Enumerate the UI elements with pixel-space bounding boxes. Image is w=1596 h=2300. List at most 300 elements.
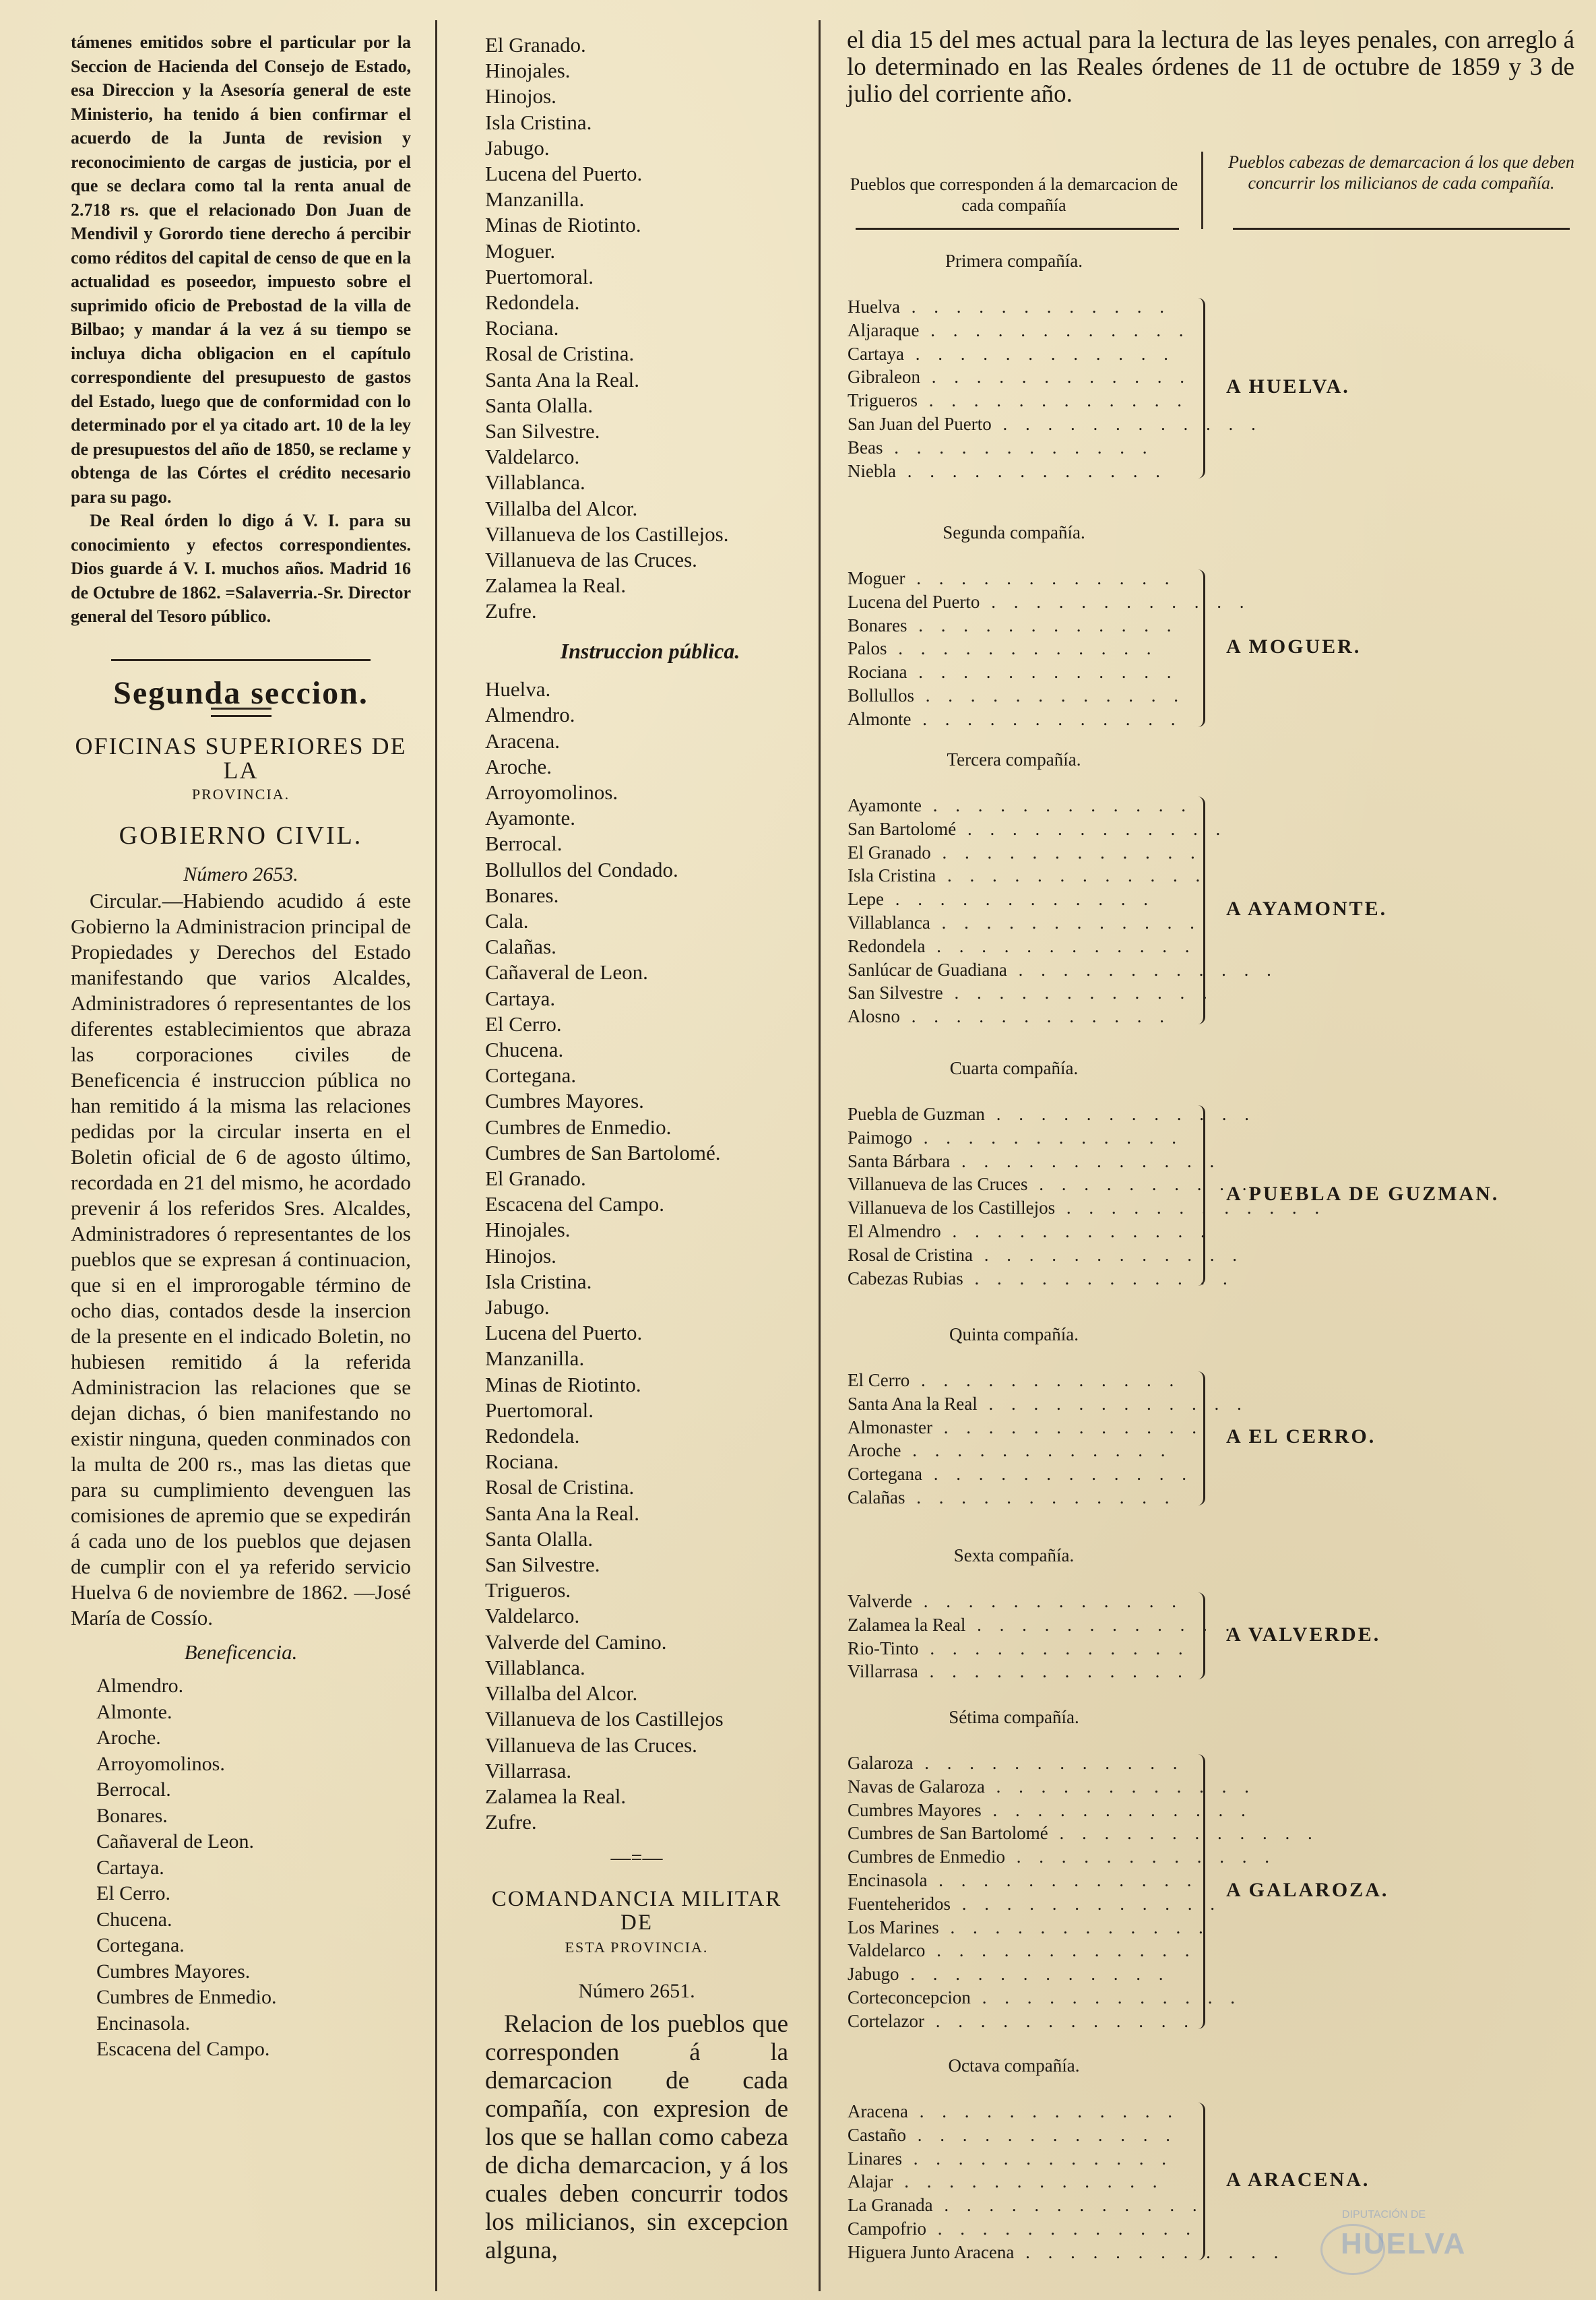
leader-dots: . . . . . . . . . . . . xyxy=(991,413,1263,434)
leader-dots: . . . . . . . . . . . . xyxy=(956,818,1227,839)
leader-dots: . . . . . . . . . . . . xyxy=(922,1464,1193,1485)
towns-list-top xyxy=(485,32,788,625)
town-name: Galaroza xyxy=(848,1753,914,1773)
list-item: Hinojales. xyxy=(485,59,571,83)
town-item xyxy=(848,460,1184,483)
leader-dots: . . . . . . . . . . . . xyxy=(911,708,1182,729)
town-name: Almonaster xyxy=(848,1417,932,1437)
town-item xyxy=(848,1939,1196,1962)
list-item: San Silvestre. xyxy=(485,1553,600,1577)
leader-dots: . . . . . . . . . . . . xyxy=(901,2148,1173,2169)
comandancia-title: COMANDANCIA MILITAR DE xyxy=(491,1886,782,1935)
town-item xyxy=(848,637,1184,660)
town-name: Alajar xyxy=(848,2171,893,2192)
town-name: Cortegana xyxy=(848,1464,922,1485)
town-item xyxy=(848,1845,1276,1869)
town-item xyxy=(848,958,1278,982)
list-item: Cumbres de Enmedio. xyxy=(96,1986,277,2008)
town-item xyxy=(848,1486,1184,1510)
instruccion-list xyxy=(485,677,788,1835)
list-item: Jabugo. xyxy=(485,1295,550,1319)
leader-dots: . . . . . . . . . . . . xyxy=(883,889,1155,910)
list-item: Zufre. xyxy=(485,1810,537,1834)
list-item: Villanueva de los Castillejos. xyxy=(485,522,729,546)
town-item xyxy=(848,1392,1248,1416)
demarcation-head: A PUEBLA DE GUZMAN. xyxy=(1226,1183,1500,1206)
town-item xyxy=(848,389,1189,412)
table-head-left: Pueblos que corresponden á la demarcacion de cada compañía xyxy=(850,175,1178,215)
list-item: Zalamea la Real. xyxy=(485,1784,627,1808)
town-name: San Silvestre xyxy=(848,983,943,1003)
leader-dots: . . . . . . . . . . . . xyxy=(981,1799,1252,1820)
leader-dots: . . . . . . . . . . . . xyxy=(924,2010,1195,2031)
town-item xyxy=(848,1220,1212,1243)
town-name: Cartaya xyxy=(848,343,904,364)
intro-paragraph: el dia 15 del mes actual para la lectura de las leyes penales, con arreglo á lo determinado en las Reales órdenes de 11 de octubre de 1859 y 3 de julio del corriente año. xyxy=(847,26,1574,108)
town-name: Zalamea la Real xyxy=(848,1614,966,1635)
town-item xyxy=(848,1243,1244,1267)
leader-dots: . . . . . . . . . . . . xyxy=(970,1987,1242,2008)
town-item xyxy=(848,1613,1237,1637)
list-item: Bonares. xyxy=(96,1804,168,1827)
list-item: Aroche. xyxy=(96,1727,161,1749)
offices-subtitle: PROVINCIA. xyxy=(191,786,290,803)
list-item: Encinasola. xyxy=(96,2012,191,2034)
list-item: Lucena del Puerto. xyxy=(485,1321,643,1345)
company-name: Cuarta compañía. xyxy=(949,1058,1079,1078)
list-item: Cumbres Mayores. xyxy=(485,1089,644,1113)
list-item: Huelva. xyxy=(485,677,551,702)
company-name: Tercera compañía. xyxy=(947,749,1081,770)
list-item: Ayamonte. xyxy=(485,806,576,830)
town-item xyxy=(848,567,1184,590)
town-name: El Almendro xyxy=(848,1220,941,1241)
town-item xyxy=(848,935,1196,958)
town-name: Bonares xyxy=(848,615,907,635)
list-item: Hinojos. xyxy=(485,84,556,108)
leader-dots: . . . . . . . . . . . . xyxy=(1048,1823,1319,1844)
brace xyxy=(1198,797,1205,1024)
town-item xyxy=(848,888,1184,911)
list-item: Escacena del Campo. xyxy=(96,2038,270,2060)
list-item: Escacena del Campo. xyxy=(485,1192,664,1216)
town-item xyxy=(848,412,1263,436)
demarcation-head: A GALAROZA. xyxy=(1226,1878,1389,1901)
town-name: San Bartolomé xyxy=(848,818,957,839)
list-item: Puertomoral. xyxy=(485,264,594,288)
leader-dots: . . . . . . . . . . . . xyxy=(901,1440,1172,1461)
leader-dots: . . . . . . . . . . . . xyxy=(927,1869,1199,1890)
list-item: Redondela. xyxy=(485,290,580,315)
company-name: Sexta compañía. xyxy=(953,1545,1075,1565)
town-item xyxy=(848,2241,1285,2264)
town-name: Lepe xyxy=(848,889,884,910)
leader-dots: . . . . . . . . . . . . xyxy=(936,865,1207,886)
town-item xyxy=(848,1196,1327,1220)
list-item: Berrocal. xyxy=(485,832,563,856)
list-item: Minas de Riotinto. xyxy=(485,213,641,237)
list-item: Cortegana. xyxy=(96,1934,185,1956)
town-name: Puebla de Guzman xyxy=(848,1104,985,1124)
company-name: Segunda compañía. xyxy=(943,522,1085,542)
leader-dots: . . . . . . . . . . . . xyxy=(887,638,1158,659)
town-item xyxy=(848,841,1202,865)
divider xyxy=(111,659,371,661)
company-towns xyxy=(848,794,1278,1028)
list-item: Rociana. xyxy=(485,1450,559,1474)
town-item xyxy=(848,1439,1184,1462)
list-item: Cortegana. xyxy=(485,1063,577,1088)
town-item xyxy=(848,1822,1319,1845)
leader-dots: . . . . . . . . . . . . xyxy=(943,983,1214,1003)
company-towns xyxy=(848,1102,1327,1290)
town-item xyxy=(848,2010,1195,2033)
list-item: Moguer. xyxy=(485,239,556,263)
brace xyxy=(1198,1105,1205,1286)
town-name: Villablanca xyxy=(848,912,930,933)
company-name: Sétima compañía. xyxy=(949,1707,1079,1727)
list-item: Villanueva de los Castillejos xyxy=(485,1707,724,1731)
section-title: Segunda seccion. xyxy=(113,675,369,711)
town-name: Castaño xyxy=(848,2124,906,2145)
leader-dots: . . . . . . . . . . . . xyxy=(1004,1846,1276,1867)
town-item xyxy=(848,2100,1184,2123)
leader-dots: . . . . . . . . . . . . xyxy=(930,912,1201,933)
list-item: El Cerro. xyxy=(96,1882,170,1904)
leader-dots: . . . . . . . . . . . . xyxy=(926,2218,1197,2239)
beneficencia-title: Beneficencia. xyxy=(184,1640,298,1664)
leader-dots: . . . . . . . . . . . . xyxy=(922,795,1192,815)
town-name: Los Marines xyxy=(848,1917,939,1937)
town-name: Cortelazor xyxy=(848,2010,924,2031)
town-name: Rociana xyxy=(848,662,907,683)
town-item xyxy=(848,1150,1221,1173)
leader-dots: . . . . . . . . . . . . xyxy=(940,1220,1212,1241)
town-name: El Cerro xyxy=(848,1370,910,1390)
real-orden-paragraph: De Real órden lo digo á V. I. para su conocimiento y efectos correspondientes. Dios guarde á V. I. muchos años. Madrid 16 de Octubre de 1862. =Salaverria.-Sr. Director general del Tesoro público. xyxy=(71,511,411,626)
town-item xyxy=(848,590,1251,614)
town-name: Moguer xyxy=(848,568,905,588)
leader-dots: . . . . . . . . . . . . xyxy=(919,319,1190,340)
town-item xyxy=(848,1799,1252,1822)
list-item: Almonte. xyxy=(96,1700,172,1723)
town-name: Aljaraque xyxy=(848,319,920,340)
town-item xyxy=(848,1892,1221,1916)
leader-dots: . . . . . . . . . . . . xyxy=(932,2195,1204,2216)
town-item xyxy=(848,794,1192,817)
company-towns xyxy=(848,295,1263,483)
town-item xyxy=(848,2217,1197,2241)
list-item: Cañaveral de Leon. xyxy=(485,960,648,985)
leader-dots: . . . . . . . . . . . . xyxy=(980,591,1251,612)
list-item: Redondela. xyxy=(485,1424,580,1448)
list-item: Calañas. xyxy=(485,935,556,959)
town-name: Aroche xyxy=(848,1440,901,1461)
leader-dots: . . . . . . . . . . . . xyxy=(1027,1174,1299,1195)
list-item: Arroyomolinos. xyxy=(96,1752,225,1775)
leader-dots: . . . . . . . . . . . . xyxy=(930,842,1202,863)
town-item xyxy=(848,1751,1184,1775)
leader-dots: . . . . . . . . . . . . xyxy=(899,297,1171,317)
table-head-right: Pueblos cabezas de demarcacion á los que deben concurrir los milicianos de cada compañía. xyxy=(1228,152,1574,193)
comandancia-subtitle: ESTA PROVINCIA. xyxy=(565,1938,709,1956)
town-item xyxy=(848,1962,1184,1986)
town-item xyxy=(848,1126,1184,1150)
demarcation-head: A ARACENA. xyxy=(1226,2168,1370,2191)
list-item: Arroyomolinos. xyxy=(485,780,618,804)
leader-dots: . . . . . . . . . . . . xyxy=(905,568,1176,588)
list-item: Villarrasa. xyxy=(485,1758,572,1782)
top-paragraph: támenes emitidos sobre el particular por la Seccion de Hacienda del Consejo de Estado, esa Direccion y la Asesoría general de este Ministerio, ha tenido á bien confirmar el acuerdo de la Junta de revision y reconocimiento de cargas de justicia, por el que se declara como tal la renta anual de 2.718 rs. que el relacionado Don Juan de Mendivil y Gorordo tiene derecho á percibir como réditos del capital de censo de que en la actualidad es poseedor, impuesto sobre el suprimido oficio de Prebostad de la villa de Bilbao; y mandar á la vez á su tiempo se incluya dicha obligacion en el capítulo correspondiente del presupuesto de gastos del Estado, luego que de conformidad con lo determinado por el ya citado art. 10 de la ley de presupuestos del año de 1850, se reclame y obtenga de las Córtes el crédito necesario para su pago. xyxy=(71,32,411,507)
town-name: Valverde xyxy=(848,1591,912,1611)
town-name: Calañas xyxy=(848,1487,905,1508)
list-item: Villablanca. xyxy=(485,1655,585,1679)
brace xyxy=(1198,2103,1205,2260)
list-item: Trigueros. xyxy=(485,1578,571,1603)
town-name: El Granado xyxy=(848,842,931,863)
leader-dots: . . . . . . . . . . . . xyxy=(914,685,1186,706)
town-name: Navas de Galaroza xyxy=(848,1776,985,1797)
list-item: Cala. xyxy=(485,909,529,933)
town-item xyxy=(848,2170,1184,2194)
demarcation-head: A MOGUER. xyxy=(1226,635,1362,658)
list-item: El Granado. xyxy=(485,33,586,57)
town-item xyxy=(848,1369,1184,1392)
list-item: Cumbres de San Bartolomé. xyxy=(485,1140,721,1164)
leader-dots: . . . . . . . . . . . . xyxy=(909,1370,1181,1390)
leader-dots: . . . . . . . . . . . . xyxy=(899,1964,1170,1985)
town-name: Isla Cristina xyxy=(848,865,936,886)
town-item xyxy=(848,2147,1184,2171)
leader-dots: . . . . . . . . . . . . xyxy=(903,343,1175,364)
list-item: Chucena. xyxy=(485,1038,564,1062)
town-item xyxy=(848,1102,1256,1126)
town-item xyxy=(848,342,1184,366)
leader-dots: . . . . . . . . . . . . xyxy=(912,1591,1183,1611)
town-item xyxy=(848,2123,1184,2147)
town-name: Gibraleon xyxy=(848,367,920,387)
list-item: Minas de Riotinto. xyxy=(485,1372,641,1396)
list-item: El Granado. xyxy=(485,1167,586,1191)
town-name: Santa Ana la Real xyxy=(848,1393,978,1414)
list-item: Hinojos. xyxy=(485,1243,556,1268)
town-name: La Granada xyxy=(848,2195,933,2216)
circular-text: Circular.—Habiendo acudido á este Gobierno la Administracion principal de Propiedades y Derechos del Estado manifestando que varios Alcaldes, Administradores ó representantes de los diferentes establecimientos que abraza las corporaciones civiles de Beneficencia é instruccion pública no han remitido á la misma las relaciones pedidas por la circular inserta en el Boletin oficial de 6 de agosto último, recordada en 21 del mismo, he acordado prevenir á los referidos Sres. Alcaldes, Administradores ó representantes de los pueblos que se expresan á continuacion, que si en el improrogable término de ocho dias, contados desde la insercion de la presente en el indicado Boletin, no hubiesen remitido á la referida Administracion las relaciones que se dejan dichas, ó bien manifestando no existir ninguna, queden conminados con la multa de 200 rs., mas las dietas que para su cumplimiento devenguen las comisiones de apremio que se expedirán á cada uno de los pueblos que dejasen de cumplir con el ya referido servicio Huelva 6 de noviembre de 1862. —José María de Cossío. xyxy=(71,888,411,1629)
leader-dots: . . . . . . . . . . . . xyxy=(1007,959,1278,980)
demarcation-head: A EL CERRO. xyxy=(1226,1425,1376,1448)
list-item: Lucena del Puerto. xyxy=(485,162,643,186)
town-name: Encinasola xyxy=(848,1869,928,1890)
list-item: Bonares. xyxy=(485,883,559,907)
town-name: Valdelarco xyxy=(848,1940,926,1961)
leader-dots: . . . . . . . . . . . . xyxy=(905,1487,1176,1508)
town-name: Beas xyxy=(848,437,883,458)
town-item xyxy=(848,365,1191,389)
list-item: Cartaya. xyxy=(485,986,556,1010)
watermark-label: HUELVA xyxy=(1341,2227,1467,2260)
leader-dots: . . . . . . . . . . . . xyxy=(920,367,1191,387)
town-item xyxy=(848,436,1184,460)
leader-dots: . . . . . . . . . . . . xyxy=(984,1776,1256,1797)
list-item: Valverde del Camino. xyxy=(485,1629,667,1654)
town-name: Cumbres de Enmedio xyxy=(848,1846,1005,1867)
list-item: Villablanca. xyxy=(485,470,585,495)
list-item: Villalba del Alcor. xyxy=(485,496,638,520)
town-item xyxy=(848,1462,1193,1486)
town-item xyxy=(848,708,1184,731)
list-item: Rociana. xyxy=(485,316,559,340)
brace xyxy=(1198,1371,1205,1505)
circular-number: Número 2653. xyxy=(183,863,298,885)
town-item xyxy=(848,1416,1203,1439)
leader-dots: . . . . . . . . . . . . xyxy=(918,390,1189,411)
town-name: Ayamonte xyxy=(848,795,922,815)
list-item: Cumbres Mayores. xyxy=(96,1960,251,1983)
list-item: San Silvestre. xyxy=(485,419,600,443)
leader-dots: . . . . . . . . . . . . xyxy=(1014,2241,1285,2262)
list-item: Manzanilla. xyxy=(485,187,585,212)
column-rule-2 xyxy=(819,20,821,2291)
town-name: Villarrasa xyxy=(848,1661,918,1682)
town-item xyxy=(848,1660,1189,1683)
company-towns xyxy=(848,567,1251,731)
town-name: Jabugo xyxy=(848,1964,899,1985)
list-item: Puertomoral. xyxy=(485,1398,594,1422)
town-name: Campofrio xyxy=(848,2218,926,2239)
demarcation-head: A HUELVA. xyxy=(1226,375,1350,398)
comandancia-number: Número 2651. xyxy=(578,1980,695,2003)
company-name: Quinta compañía. xyxy=(949,1324,1079,1344)
demarcation-head: A AYAMONTE. xyxy=(1226,898,1388,920)
demarcation-head: A VALVERDE. xyxy=(1226,1623,1381,1646)
town-item xyxy=(848,1590,1184,1613)
town-item xyxy=(848,295,1184,319)
leader-dots: . . . . . . . . . . . . xyxy=(907,662,1178,683)
brace xyxy=(1198,569,1205,727)
column-rule-1 xyxy=(435,20,437,2291)
town-name: Cumbres Mayores xyxy=(848,1799,982,1820)
town-name: Cabezas Rubias xyxy=(848,1268,963,1288)
town-name: Fuenteheridos xyxy=(848,1893,951,1914)
list-item: Villanueva de las Cruces. xyxy=(485,1733,697,1757)
leader-dots: . . . . . . . . . . . . xyxy=(950,1893,1221,1914)
leader-dots: . . . . . . . . . . . . xyxy=(893,2171,1164,2192)
leader-dots: . . . . . . . . . . . . xyxy=(938,1917,1210,1937)
leader-dots: . . . . . . . . . . . . xyxy=(972,1244,1244,1265)
company-name: Primera compañía. xyxy=(945,251,1083,271)
town-item xyxy=(848,911,1201,935)
list-item: Almendro. xyxy=(485,703,575,727)
leader-dots: . . . . . . . . . . . . xyxy=(900,1006,1172,1027)
town-name: Villanueva de los Castillejos xyxy=(848,1198,1056,1218)
leader-dots: . . . . . . . . . . . . xyxy=(925,1940,1196,1961)
town-name: Huelva xyxy=(848,297,900,317)
offices-title: OFICINAS SUPERIORES DE LA xyxy=(75,733,407,784)
list-item: Chucena. xyxy=(96,1908,172,1931)
instruccion-title: Instruccion pública. xyxy=(560,638,740,663)
town-item xyxy=(848,1775,1256,1799)
list-item: Jabugo. xyxy=(485,135,550,160)
table-head-rule-right xyxy=(1233,228,1570,230)
brace xyxy=(1198,298,1205,478)
town-item xyxy=(848,614,1184,638)
town-item xyxy=(848,1267,1234,1291)
leader-dots: . . . . . . . . . . . . xyxy=(907,615,1178,635)
town-item xyxy=(848,1986,1242,2010)
list-item: Hinojales. xyxy=(485,1218,571,1242)
list-item: Valdelarco. xyxy=(485,1604,580,1628)
town-name: Bollullos xyxy=(848,685,915,706)
leader-dots: . . . . . . . . . . . . xyxy=(963,1268,1234,1288)
town-name: Redondela xyxy=(848,935,926,956)
town-item xyxy=(848,1637,1190,1660)
leader-dots: . . . . . . . . . . . . xyxy=(965,1614,1237,1635)
list-item: Santa Olalla. xyxy=(485,1526,594,1551)
list-item: Santa Ana la Real. xyxy=(485,1501,639,1525)
leader-dots: . . . . . . . . . . . . xyxy=(895,460,1167,481)
column-1 xyxy=(71,30,411,2063)
town-name: Niebla xyxy=(848,460,896,481)
town-item xyxy=(848,2194,1204,2217)
company-towns xyxy=(848,2100,1285,2264)
list-item: Rosal de Cristina. xyxy=(485,342,635,366)
list-item: Almendro. xyxy=(96,1675,184,1697)
table-head-rule-left xyxy=(856,228,1179,230)
town-item xyxy=(848,817,1227,841)
town-item xyxy=(848,1869,1199,1892)
leader-dots: . . . . . . . . . . . . xyxy=(925,935,1196,956)
list-item: Manzanilla. xyxy=(485,1346,585,1371)
town-name: San Juan del Puerto xyxy=(848,413,992,434)
list-item: Bollullos del Condado. xyxy=(485,857,678,881)
ornament: —=— xyxy=(610,1846,663,1869)
gobierno-civil-heading: GOBIERNO CIVIL. xyxy=(119,821,363,850)
town-name: Alosno xyxy=(848,1006,901,1027)
beneficencia-list xyxy=(71,1673,411,2063)
town-name: Santa Bárbara xyxy=(848,1150,951,1171)
list-item: Zufre. xyxy=(485,599,537,623)
list-item: El Cerro. xyxy=(485,1012,562,1036)
town-name: Palos xyxy=(848,638,887,659)
list-item: Villalba del Alcor. xyxy=(485,1681,638,1706)
list-item: Aracena. xyxy=(485,728,560,753)
town-item xyxy=(848,1916,1210,1939)
list-item: Isla Cristina. xyxy=(485,1269,592,1293)
list-item: Isla Cristina. xyxy=(485,110,592,134)
town-name: Higuera Junto Aracena xyxy=(848,2241,1015,2262)
list-item: Zalamea la Real. xyxy=(485,573,627,598)
town-name: Paimogo xyxy=(848,1127,913,1148)
company-towns xyxy=(848,1369,1248,1510)
town-item xyxy=(848,660,1184,684)
town-item xyxy=(848,684,1184,708)
leader-dots: . . . . . . . . . . . . xyxy=(1055,1198,1327,1218)
watermark-small: DIPUTACIÓN DE xyxy=(1342,2209,1426,2220)
town-item xyxy=(848,981,1214,1005)
town-name: Rio-Tinto xyxy=(848,1638,919,1658)
list-item: Cumbres de Enmedio. xyxy=(485,1115,672,1139)
leader-dots: . . . . . . . . . . . . xyxy=(977,1393,1248,1414)
brace xyxy=(1198,1592,1205,1679)
leader-dots: . . . . . . . . . . . . xyxy=(950,1150,1221,1171)
town-name: Villanueva de las Cruces xyxy=(848,1174,1028,1195)
town-item xyxy=(848,1005,1184,1028)
town-name: Cumbres de San Bartolomé xyxy=(848,1823,1048,1844)
list-item: Cañaveral de Leon. xyxy=(96,1830,255,1853)
leader-dots: . . . . . . . . . . . . xyxy=(918,1661,1189,1682)
list-item: Berrocal. xyxy=(96,1778,171,1801)
town-name: Rosal de Cristina xyxy=(848,1244,973,1265)
